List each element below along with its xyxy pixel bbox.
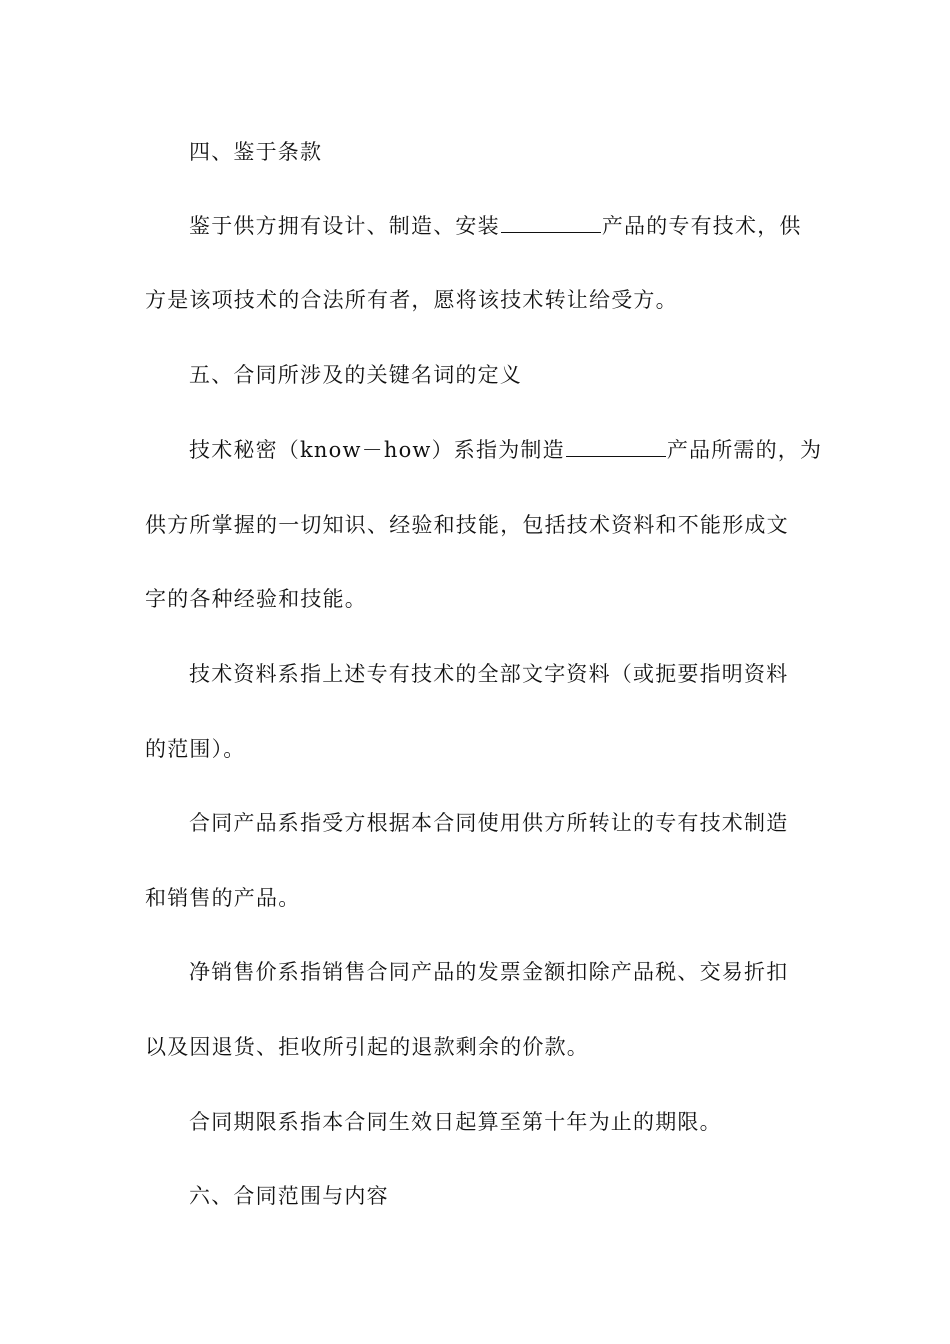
knowhow-definition-line-1 [189, 436, 822, 464]
knowhow-definition-line-3: 字的各种经验和技能。 [145, 587, 367, 611]
section-5-heading: 五、合同所涉及的关键名词的定义 [189, 363, 522, 387]
section-4-paragraph-text-a: 鉴于供方拥有设计、制造、安装 [189, 214, 500, 238]
contract-product-definition-line-2: 和销售的产品。 [145, 886, 301, 910]
section-4-paragraph-text-b: 产品的专有技术，供 [601, 214, 802, 238]
net-price-definition-line-1: 净销售价系指销售合同产品的发票金额扣除产品税、交易折扣 [189, 960, 789, 984]
knowhow-definition-text-a: 技术秘密（know－how）系指为制造 [189, 438, 565, 462]
section-6-heading: 六、合同范围与内容 [189, 1184, 389, 1208]
section-4-paragraph-line-2: 方是该项技术的合法所有者，愿将该技术转让给受方。 [145, 288, 678, 312]
fill-in-blank [501, 214, 601, 233]
section-4-heading: 四、鉴于条款 [189, 140, 323, 164]
knowhow-definition-line-2: 供方所掌握的一切知识、经验和技能，包括技术资料和不能形成文 [145, 513, 789, 537]
net-price-definition-line-2: 以及因退货、拒收所引起的退款剩余的价款。 [145, 1035, 589, 1059]
fill-in-blank [566, 438, 666, 457]
section-4-paragraph-line-1 [189, 212, 802, 240]
contract-term-definition: 合同期限系指本合同生效日起算至第十年为止的期限。 [189, 1110, 722, 1134]
tech-data-definition-line-1: 技术资料系指上述专有技术的全部文字资料（或扼要指明资料 [189, 662, 789, 686]
knowhow-definition-text-b: 产品所需的，为 [666, 438, 823, 462]
tech-data-definition-line-2: 的范围）。 [145, 737, 246, 761]
contract-product-definition-line-1: 合同产品系指受方根据本合同使用供方所转让的专有技术制造 [189, 811, 789, 835]
